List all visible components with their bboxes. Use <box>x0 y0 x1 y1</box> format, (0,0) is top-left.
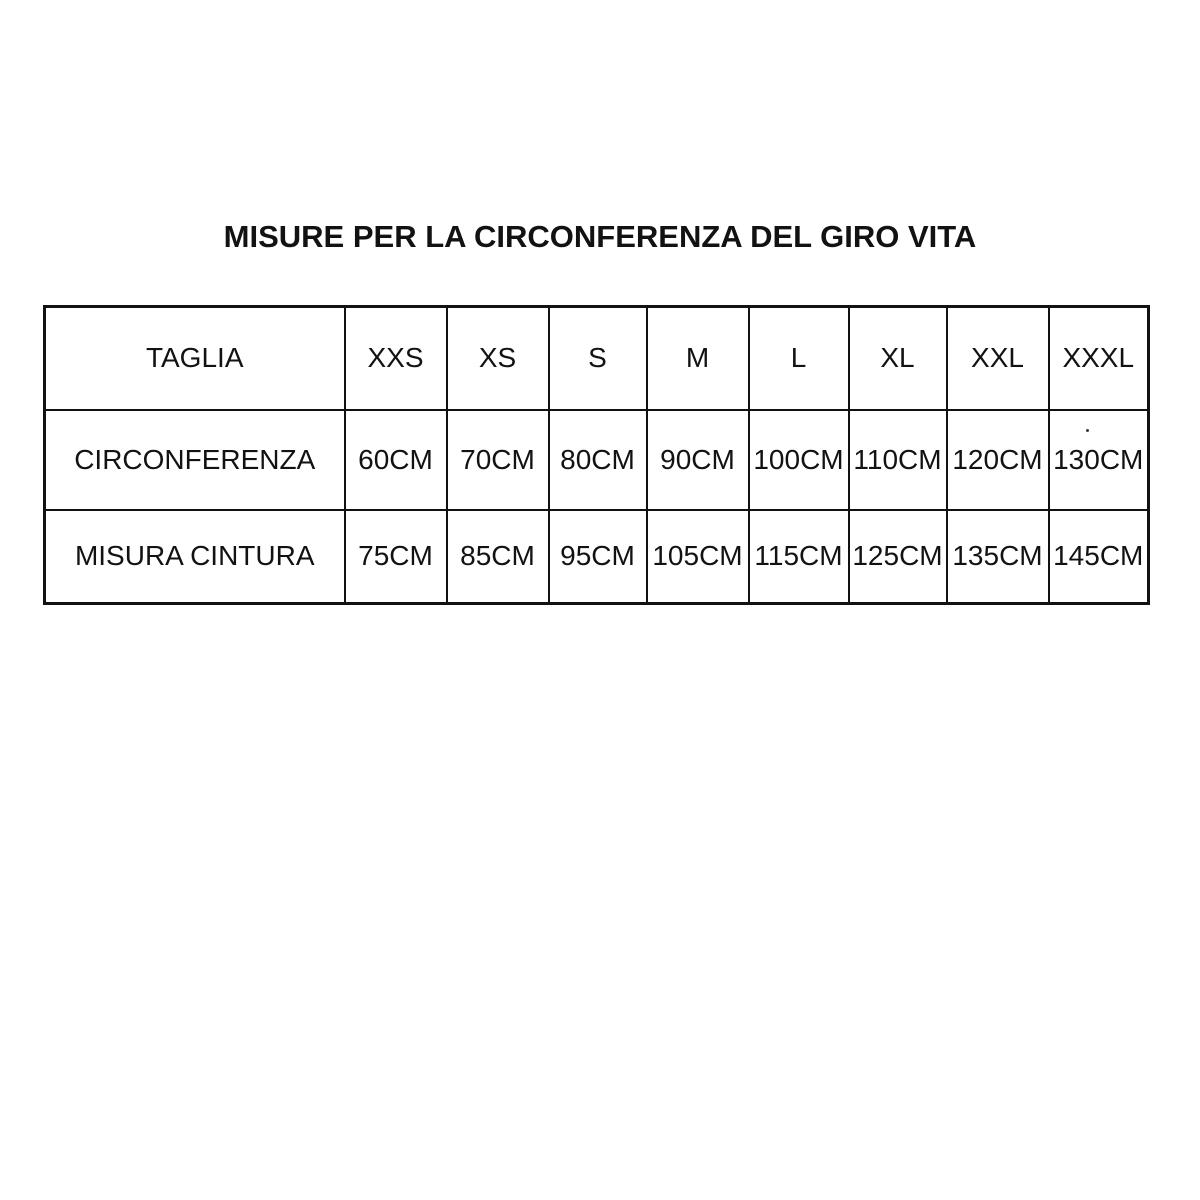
measurement-cell: 100CM <box>749 410 849 510</box>
measurement-cell: 60CM <box>345 410 447 510</box>
table-row-sizes <box>45 307 1149 410</box>
measurement-cell: 80CM <box>549 410 647 510</box>
table-row-misura-cintura <box>45 510 1149 604</box>
measurement-cell: 75CM <box>345 510 447 604</box>
measurement-cell: 125CM <box>849 510 947 604</box>
page-title: MISURE PER LA CIRCONFERENZA DEL GIRO VITA <box>223 219 977 254</box>
size-header-cell-xxxl: XXXL <box>1049 307 1149 410</box>
measurement-cell: 120CM <box>947 410 1049 510</box>
measurement-cell: 145CM <box>1049 510 1149 604</box>
header-cell-taglia: TAGLIA <box>45 307 345 410</box>
measurement-cell: 110CM <box>849 410 947 510</box>
row-label-misura-cintura: MISURA CINTURA <box>45 510 345 604</box>
size-header-cell-xxl: XXL <box>947 307 1049 410</box>
measurement-cell: 105CM <box>647 510 749 604</box>
measurement-cell: 85CM <box>447 510 549 604</box>
measurement-cell: 90CM <box>647 410 749 510</box>
size-header-cell-xl: XL <box>849 307 947 410</box>
size-header-cell-xxs: XXS <box>345 307 447 410</box>
measurement-cell: 95CM <box>549 510 647 604</box>
size-header-cell-l: L <box>749 307 849 410</box>
row-label-circonferenza: CIRCONFERENZA <box>45 410 345 510</box>
size-chart-table <box>43 305 1150 605</box>
table-row-circonferenza <box>45 410 1149 510</box>
stray-dot-artifact <box>1086 429 1089 432</box>
measurement-cell: 115CM <box>749 510 849 604</box>
measurement-cell: 70CM <box>447 410 549 510</box>
size-header-cell-s: S <box>549 307 647 410</box>
size-header-cell-xs: XS <box>447 307 549 410</box>
size-header-cell-m: M <box>647 307 749 410</box>
measurement-cell: 135CM <box>947 510 1049 604</box>
measurement-cell: 130CM <box>1049 410 1149 510</box>
